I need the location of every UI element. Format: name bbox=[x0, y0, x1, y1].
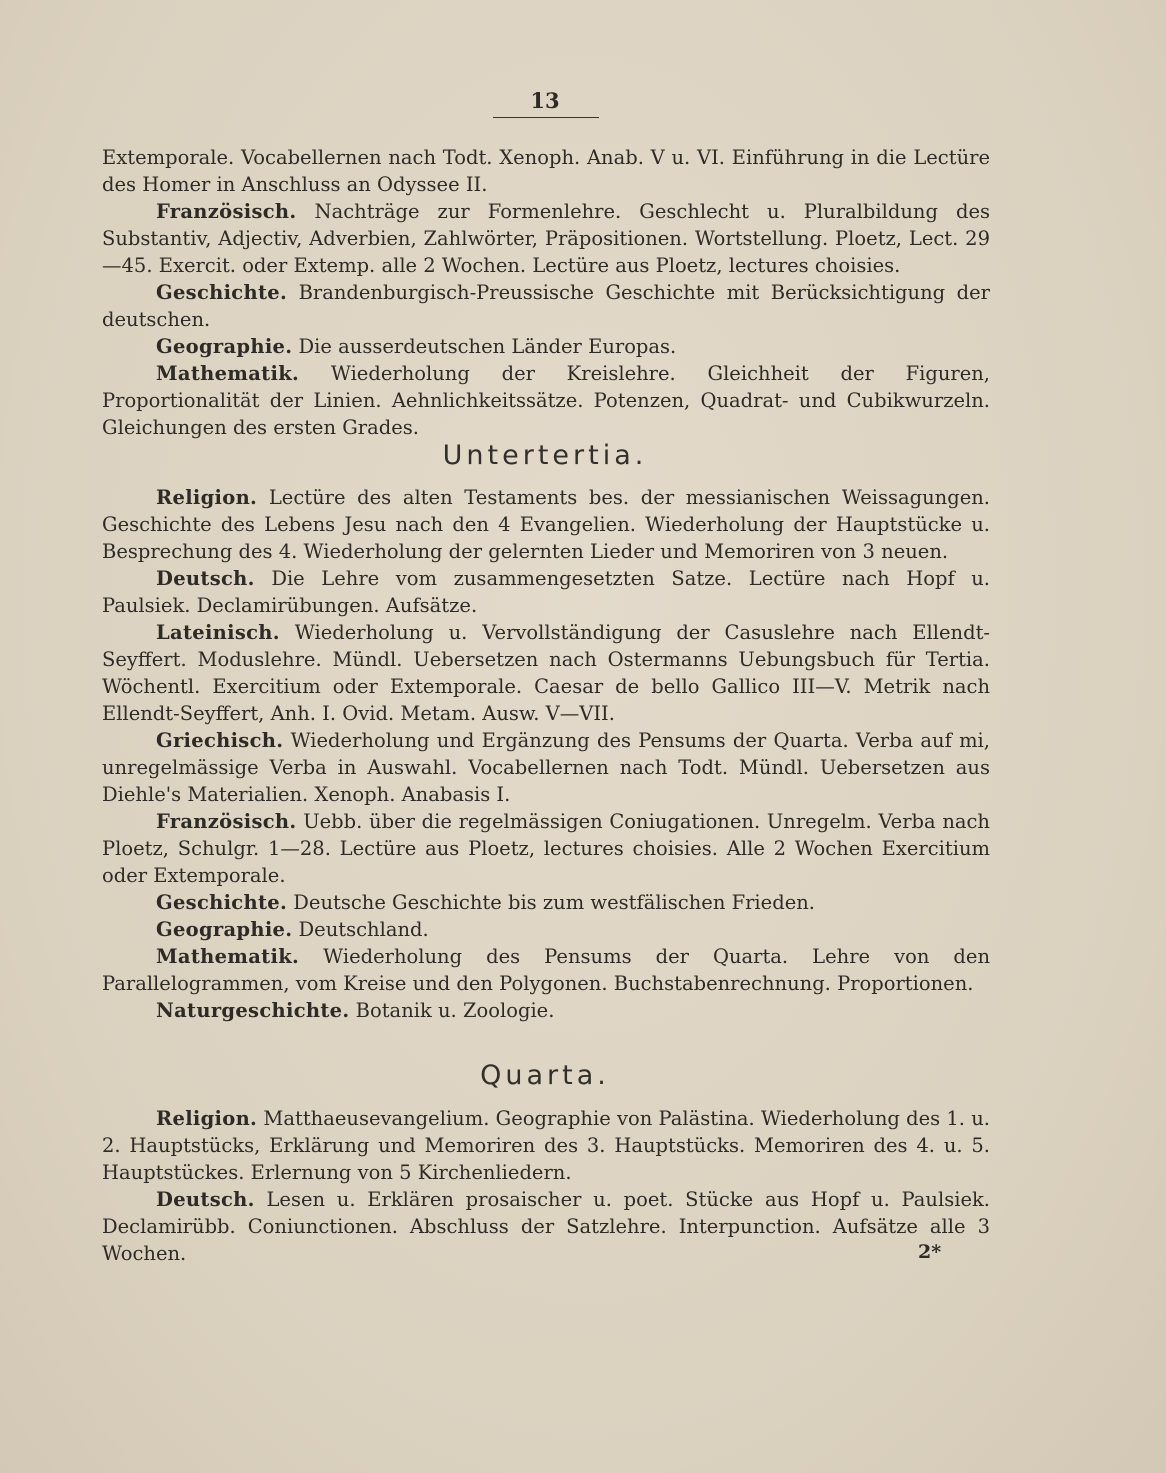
subject-label: Geographie. bbox=[156, 335, 293, 358]
paragraph-text: Deutschland. bbox=[298, 918, 429, 941]
paragraph-text: Lectüre des alten Testaments bes. der messianischen Weissagungen. Geschichte des Lebens Jesu nach den 4 Evangelien. Wiederholung der Hauptstücke u. Besprechung des 4. Wiederholung der gelernten Lieder und Memoriren von 3 neuen. bbox=[102, 486, 990, 563]
subject-label: Französisch. bbox=[156, 810, 297, 833]
paragraph-mathematik bbox=[102, 360, 990, 441]
paragraph-text: Lesen u. Erklären prosaischer u. poet. Stücke aus Hopf u. Paulsiek. Declamirübb. Coniunctionen. Abschluss der Satzlehre. Interpunction. Aufsätze alle 3 Wochen. bbox=[102, 1188, 990, 1265]
subject-label: Griechisch. bbox=[156, 729, 284, 752]
paragraph-geschichte bbox=[102, 889, 990, 916]
paragraph-geographie bbox=[102, 916, 990, 943]
paragraph-text: Extemporale. Vocabellernen nach Todt. Xenoph. Anab. V u. VI. Einführung in die Lectüre des Homer in Anschluss an Odyssee II. bbox=[102, 146, 990, 196]
subject-label: Religion. bbox=[156, 486, 258, 509]
subject-label: Deutsch. bbox=[156, 1188, 255, 1211]
paragraph-text: Uebb. über die regelmässigen Coniugationen. Unregelm. Verba nach Ploetz, Schulgr. 1—28. Lectüre aus Ploetz, lectures choisies. Alle 2 Wochen Exercitium oder Extemporale. bbox=[102, 810, 990, 887]
paragraph-religion bbox=[102, 484, 990, 565]
top-section bbox=[102, 144, 990, 441]
paragraph-franzoesisch bbox=[102, 808, 990, 889]
paragraph-text: Brandenburgisch-Preussische Geschichte mit Berücksichtigung der deutschen. bbox=[102, 281, 990, 331]
paragraph-griechisch bbox=[102, 727, 990, 808]
paragraph-text: Matthaeusevangelium. Geographie von Palästina. Wiederholung des 1. u. 2. Hauptstücks, Erklärung und Memoriren des 3. Hauptstücks. Memoriren des 4. u. 5. Hauptstückes. Erlernung von 5 Kirchenliedern. bbox=[102, 1107, 990, 1184]
paragraph-religion bbox=[102, 1105, 990, 1186]
signature-mark: 2* bbox=[918, 1241, 942, 1263]
subject-label: Deutsch. bbox=[156, 567, 255, 590]
paragraph-text: Deutsche Geschichte bis zum westfälischen Frieden. bbox=[293, 891, 815, 914]
quarta-section bbox=[102, 1105, 990, 1267]
paragraph-deutsch bbox=[102, 1186, 990, 1267]
paragraph-text: Die Lehre vom zusammengesetzten Satze. Lectüre nach Hopf u. Paulsiek. Declamirübungen. Aufsätze. bbox=[102, 567, 990, 617]
paragraph-continuation bbox=[102, 144, 990, 198]
paragraph-deutsch bbox=[102, 565, 990, 619]
subject-label: Französisch. bbox=[156, 200, 297, 223]
subject-label: Mathematik. bbox=[156, 945, 300, 968]
section-heading-quarta: Quarta. bbox=[480, 1060, 610, 1091]
paragraph-text: Die ausserdeutschen Länder Europas. bbox=[298, 335, 677, 358]
subject-label: Religion. bbox=[156, 1107, 258, 1130]
page-number: 13 bbox=[530, 88, 560, 113]
paragraph-naturgeschichte bbox=[102, 997, 990, 1024]
subject-label: Geschichte. bbox=[156, 281, 288, 304]
subject-label: Geschichte. bbox=[156, 891, 288, 914]
paragraph-lateinisch bbox=[102, 619, 990, 727]
paragraph-text: Wiederholung der Kreislehre. Gleichheit der Figuren, Proportionalität der Linien. Aehnlichkeitssätze. Potenzen, Quadrat- und Cubikwurzeln. Gleichungen des ersten Grades. bbox=[102, 362, 991, 439]
section-heading-untertertia: Untertertia. bbox=[442, 440, 648, 471]
paragraph-geschichte bbox=[102, 279, 990, 333]
paragraph-text: Wiederholung u. Vervollständigung der Casuslehre nach Ellendt-Seyffert. Moduslehre. Mündl. Uebersetzen nach Ostermanns Uebungsbuch für Tertia. Wöchentl. Exercitium oder Extemporale. Caesar de bello Gallico III—V. Metrik nach Ellendt-Seyffert, Anh. I. Ovid. Metam. Ausw. V—VII. bbox=[102, 621, 990, 725]
paragraph-text: Nachträge zur Formenlehre. Geschlecht u. Pluralbildung des Substantiv, Adjectiv, Adverbien, Zahlwörter, Präpositionen. Wortstellung. Ploetz, Lect. 29—45. Exercit. oder Extemp. alle 2 Wochen. Lectüre aus Ploetz, lectures choisies. bbox=[102, 200, 991, 277]
paragraph-text: Wiederholung und Ergänzung des Pensums der Quarta. Verba auf mi, unregelmässige Verba in Auswahl. Vocabellernen nach Todt. Mündl. Uebersetzen aus Diehle's Materialien. Xenoph. Anabasis I. bbox=[102, 729, 990, 806]
untertertia-section bbox=[102, 484, 990, 1024]
paragraph-mathematik bbox=[102, 943, 990, 997]
paragraph-text: Botanik u. Zoologie. bbox=[355, 999, 555, 1022]
subject-label: Lateinisch. bbox=[156, 621, 280, 644]
paragraph-text: Wiederholung des Pensums der Quarta. Lehre von den Parallelogrammen, vom Kreise und den Polygonen. Buchstabenrechnung. Proportionen. bbox=[102, 945, 990, 995]
subject-label: Naturgeschichte. bbox=[156, 999, 350, 1022]
subject-label: Geographie. bbox=[156, 918, 293, 941]
paragraph-geographie bbox=[102, 333, 990, 360]
page-number-rule bbox=[493, 117, 599, 118]
paragraph-franzoesisch bbox=[102, 198, 990, 279]
subject-label: Mathematik. bbox=[156, 362, 300, 385]
